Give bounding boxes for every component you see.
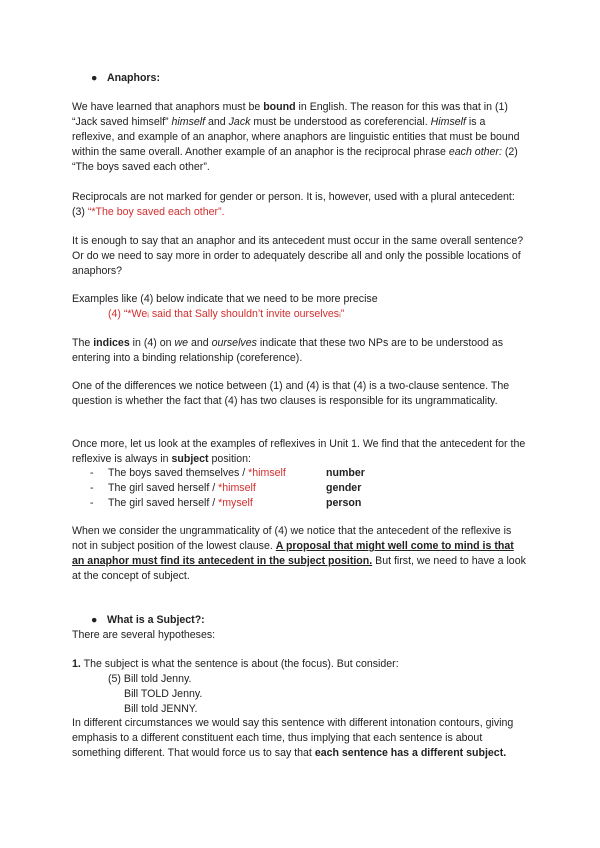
- example-5-line: Bill TOLD Jenny.: [124, 688, 203, 700]
- heading-what-is-subject: ● What is a Subject?:: [91, 614, 205, 626]
- reflexive-example-row: - The boys saved themselves / *himself number: [90, 467, 365, 479]
- example-4: (4) “*Weᵢ said that Sally shouldn’t invite ourselvesᵢ”: [108, 308, 345, 320]
- paragraph-reflexives-unit1: Once more, let us look at the examples of reflexives in Unit 1. We find that the antecedent for the reflexive is always in subject position:: [72, 438, 526, 465]
- paragraph-question: It is enough to say that an anaphor and its antecedent must occur in the same overall sentence? Or do we need to say more in order to adequately describe all and only the possible locations of anaphors?: [72, 235, 524, 277]
- example-5-line: (5) Bill told Jenny.: [108, 673, 192, 685]
- paragraph-hypothesis-1: 1. The subject is what the sentence is about (the focus). But consider:: [72, 658, 399, 670]
- paragraph-two-clause: One of the differences we notice between (1) and (4) is that (4) is a two-clause sentence. The question is whether the fact that (4) has two clauses is responsible for its ungrammaticality.: [72, 380, 510, 407]
- paragraph-intonation: In different circumstances we would say this sentence with different intonation contours, giving emphasis to a different constituent each time, thus implying that each sentence is about something different. That would force us to say that each sentence has a different subject.: [72, 717, 514, 759]
- bullet-icon: ●: [91, 614, 98, 626]
- reflexive-example-row: - The girl saved herself / *himself gender: [90, 482, 362, 494]
- reflexive-example-row: - The girl saved herself / *myself person: [90, 497, 362, 509]
- example-5-line: Bill told JENNY.: [124, 703, 198, 715]
- paragraph-subject-proposal: When we consider the ungrammaticality of (4) we notice that the antecedent of the reflexive is not in subject position of the lowest clause. A proposal that might well come to mind is that an anaphor must find its antecedent in the subject position. But first, we need to have a look at the concept of subject.: [72, 525, 526, 582]
- paragraph-examples-intro: Examples like (4) below indicate that we need to be more precise: [72, 293, 378, 305]
- paragraph-indices: The indices in (4) on we and ourselves indicate that these two NPs are to be understood as entering into a binding relationship (coreference).: [72, 337, 504, 364]
- paragraph-hypotheses: There are several hypotheses:: [72, 629, 216, 641]
- heading-anaphors: ● Anaphors:: [91, 72, 160, 84]
- paragraph-reciprocals: Reciprocals are not marked for gender or person. It is, however, used with a plural antecedent: (3) “*The boy saved each other”.: [72, 191, 515, 218]
- paragraph-anaphors-bound: We have learned that anaphors must be bound in English. The reason for this was that in (1) “Jack saved himself” himself and Jack must be understood as coreferencial. Himself is a reflexive, and example of an anaphor, where anaphors are linguistic entities that must be bound within the same overall. Another example of an anaphor is the reciprocal phrase each other: (2) “The boys saved each other”.: [72, 101, 520, 173]
- bullet-icon: ●: [91, 72, 98, 84]
